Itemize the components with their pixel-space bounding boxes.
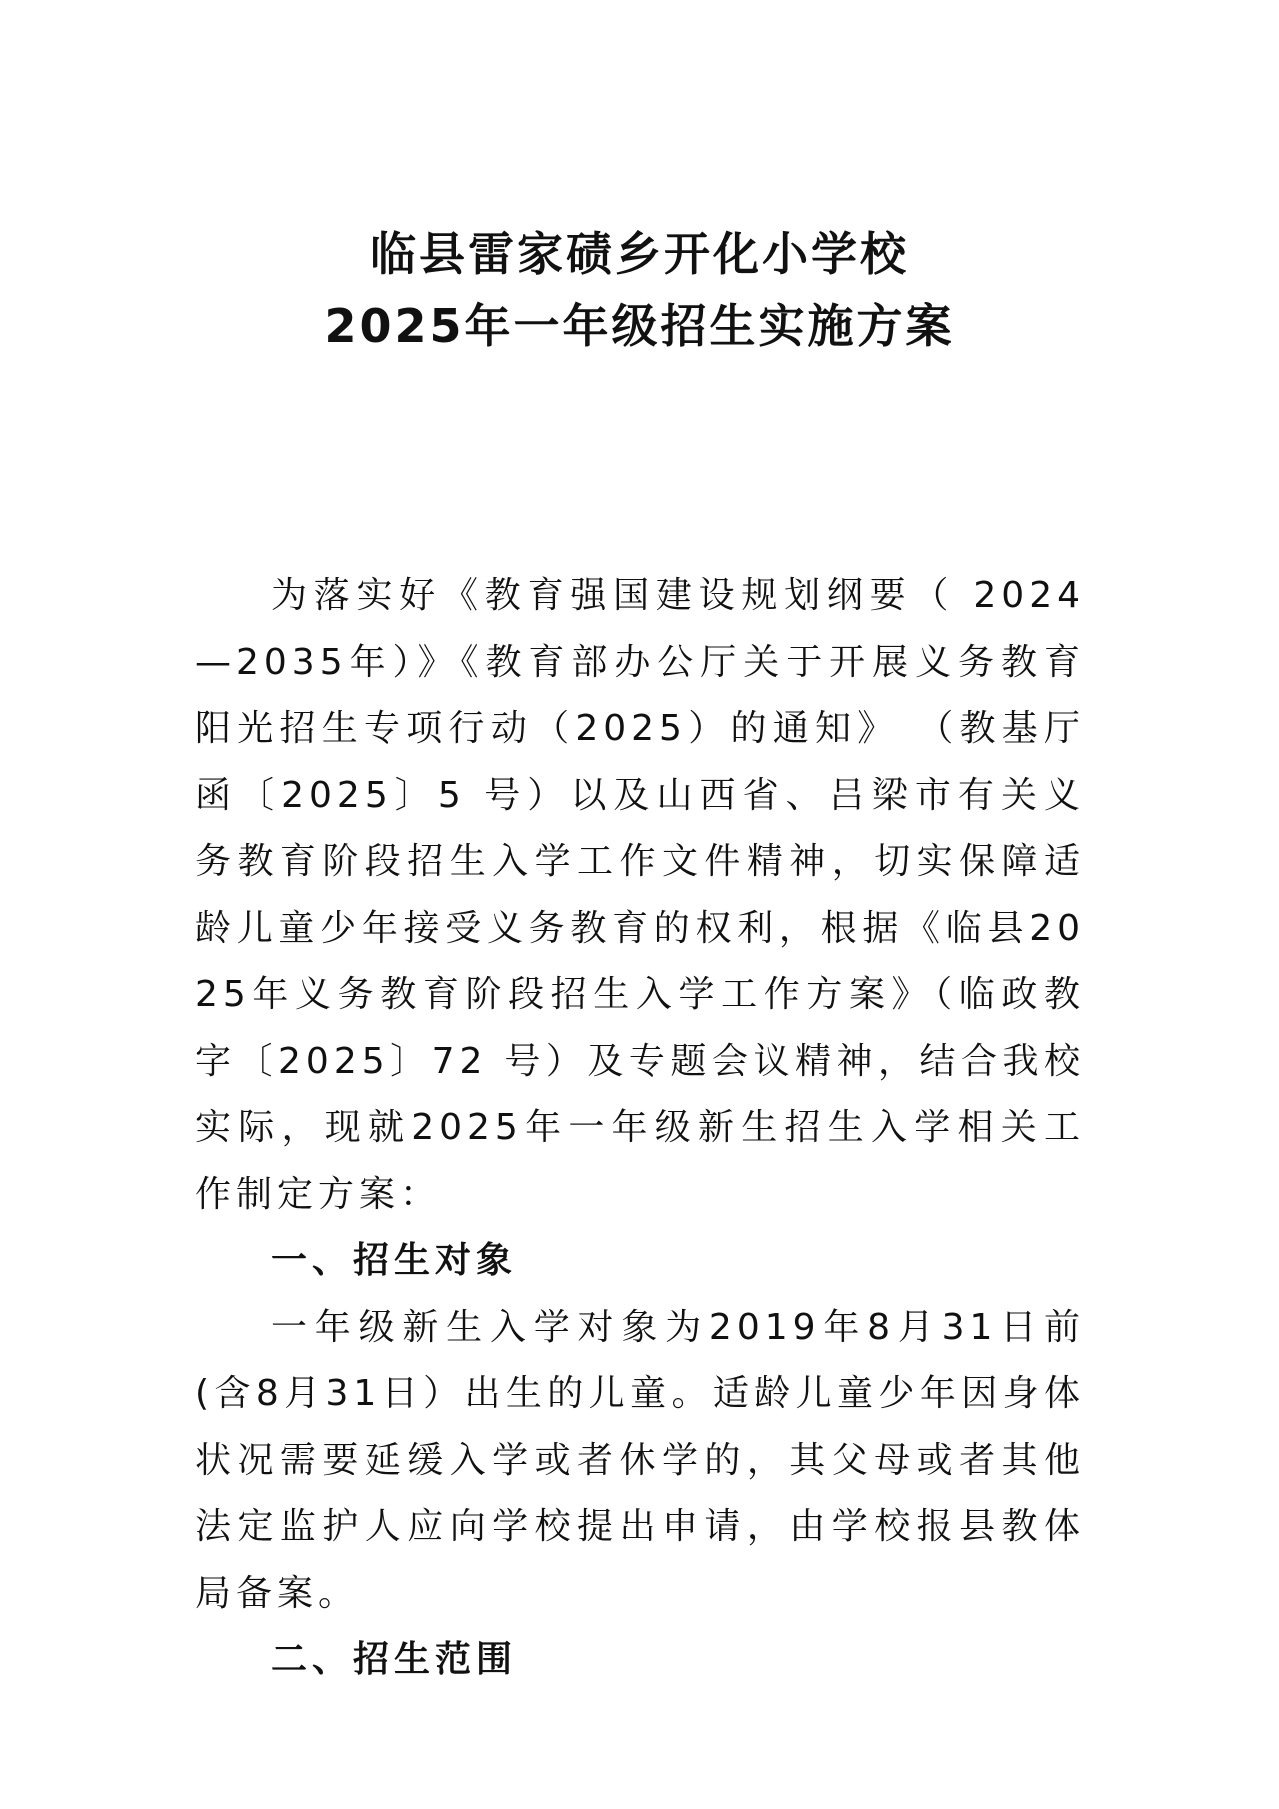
section1-paragraph: 一年级新生入学对象为2019年8月31日前(含8月31日）出生的儿童。适龄儿童少年因身体状况需要延缓入学或者休学的，其父母或者其他法定监护人应向学校提出申请，由学校报县教体局备案。 xyxy=(195,1306,1085,1614)
document-title-line1: 临县雷家碛乡开化小学校 xyxy=(370,227,909,281)
section1-heading: 一、招生对象 xyxy=(271,1240,518,1281)
intro-paragraph: 为落实好《教育强国建设规划纲要（ 2024—2035年）》《教育部办公厅关于开展义务教育阳光招生专项行动（2025）的通知》 （教基厅函〔2025〕5 号）以及山西省、吕梁市有关义务教育阶段招生入学工作文件精神，切实保障适龄儿童少年接受义务教育的权利，根据《临县2025年义务教育阶段招生入学工作方案》（临政教字〔2025〕72 号）及专题会议精神，结合我校实际，现就2025年一年级新生招生入学相关工作制定方案： xyxy=(195,575,1085,1215)
document-title-line2: 2025年一年级招生实施方案 xyxy=(324,299,955,353)
document-body xyxy=(195,563,1085,1694)
section2-heading: 二、招生范围 xyxy=(271,1639,518,1680)
